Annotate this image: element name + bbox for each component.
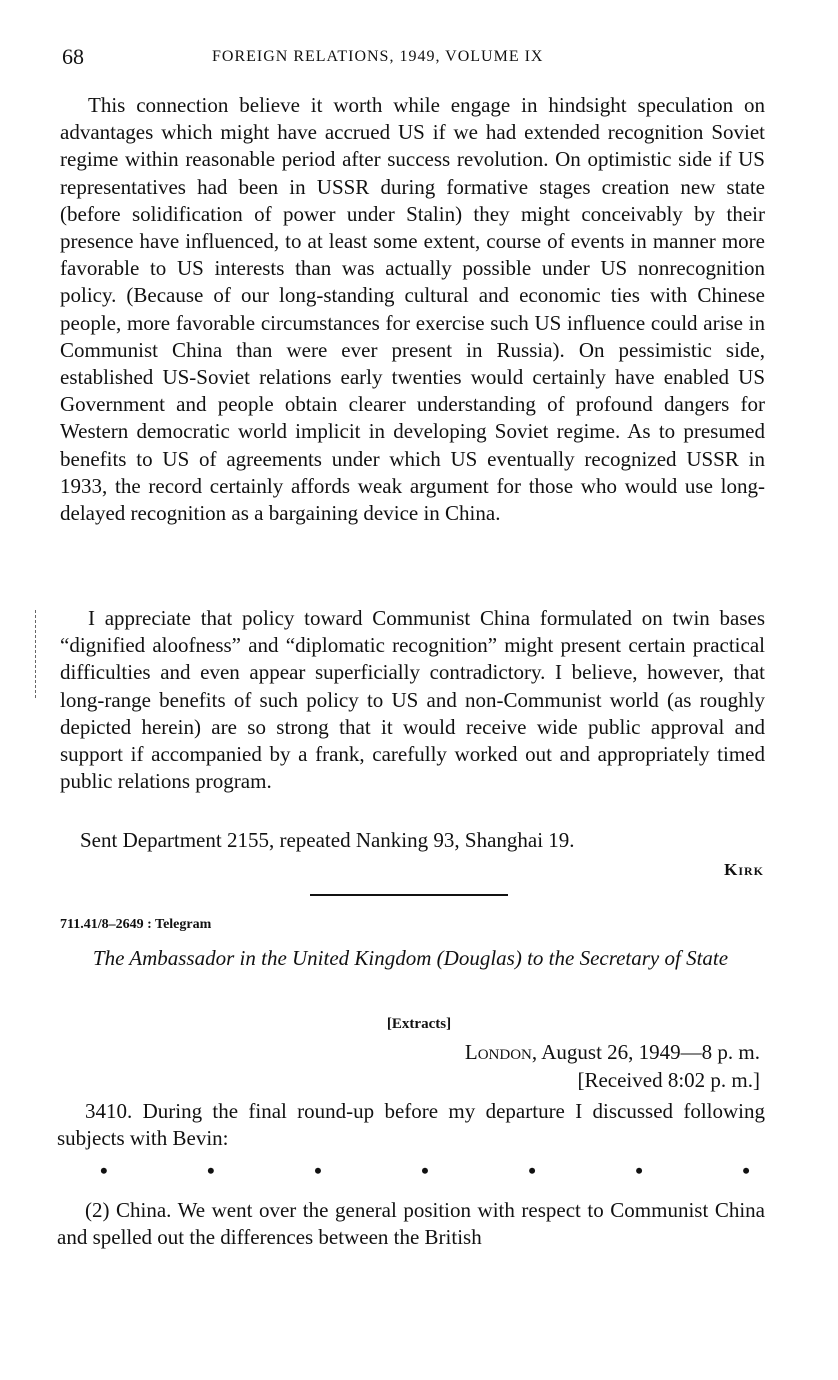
dot: •	[421, 1158, 429, 1183]
dateline	[465, 1040, 760, 1065]
dot: •	[314, 1158, 322, 1183]
body-paragraph: 3410. During the final round-up before my departure I discussed following subjects with Bevin:	[57, 1099, 765, 1151]
dot: •	[100, 1158, 108, 1183]
dateline-place: London,	[464, 1040, 538, 1064]
body-paragraph: This connection believe it worth while engage in hindsight speculation on advantages which might have accrued US if we had extended recognition Soviet regime within reasonable period after success revolution. On optimistic side if US representatives had been in USSR during formative stages creation new state (before solidification of power under Stalin) they might conceivably by their presence have influenced, to at least some extent, course of events in manner more favorable to US interests than was actually possible under US nonrecognition policy. (Because of our long-standing cultural and economic ties with Chinese people, more favorable circumstances for exercise such US influence could arise in Communist China than were ever present in Russia). On pessimistic side, established US-Soviet relations early twenties would certainly have enabled US Government and people obtain clearer understanding of profound dangers for Western democratic world implicit in developing Soviet regime. As to presumed benefits to US of agreements under which US eventually recognized USSR in 1933, the record certainly affords weak argument for those who would use long-delayed recognition as a bargaining device in China.	[60, 93, 765, 526]
dateline-date: August 26, 1949—8 p. m.	[541, 1040, 760, 1064]
running-title: FOREIGN RELATIONS, 1949, VOLUME IX	[212, 48, 544, 65]
margin-mark	[35, 610, 38, 698]
sent-line: Sent Department 2155, repeated Nanking 93, Shanghai 19.	[80, 828, 575, 852]
signature: Kirk	[724, 860, 764, 879]
dot: •	[742, 1158, 750, 1183]
omission-dots	[100, 1158, 750, 1184]
telegram-paragraph-2-block	[57, 1197, 765, 1251]
body-paragraph: (2) China. We went over the general position with respect to Communist China and spelled out the differences between the British	[57, 1198, 765, 1250]
body-paragraph: I appreciate that policy toward Communist China formulated on twin bases “dignified aloofness” and “diplomatic recognition” might present certain practical difficulties and even appear superficially contradictory. I believe, however, that long-range benefits of such policy to US and non-Communist world (as roughly depicted herein) are so strong that it would receive wide public approval and support if accompanied by a frank, carefully worked out and appropriately timed public relations program.	[60, 606, 765, 794]
body-paragraph-2-block	[60, 605, 765, 795]
telegram-paragraph-1-block	[57, 1098, 765, 1152]
file-number: 711.41/8–2649 : Telegram	[60, 917, 212, 932]
document-title: The Ambassador in the United Kingdom (Douglas) to the Secretary of State	[92, 946, 729, 970]
extracts-label: [Extracts]	[386, 1016, 452, 1032]
dot: •	[528, 1158, 536, 1183]
received-time: [Received 8:02 p. m.]	[577, 1068, 760, 1092]
body-paragraph-1-block	[60, 92, 765, 527]
dot: •	[635, 1158, 643, 1183]
section-divider	[310, 894, 508, 896]
page-header	[62, 44, 774, 74]
page-number: 68	[62, 44, 84, 69]
dot: •	[207, 1158, 215, 1183]
